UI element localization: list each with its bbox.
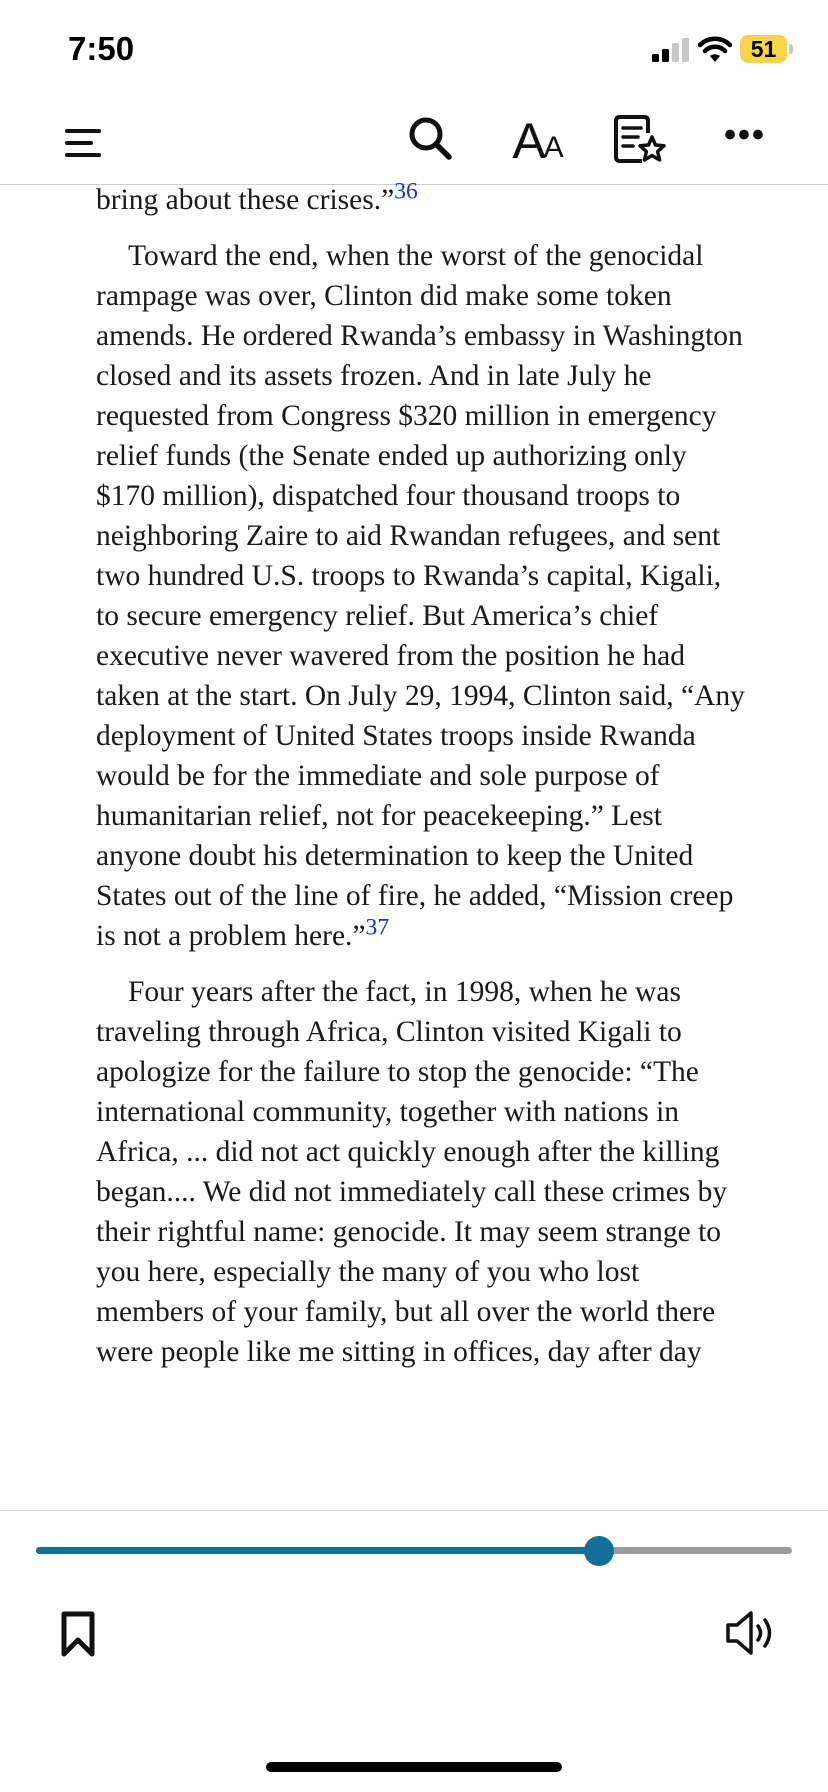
paragraph-text: bring about these crises.” — [96, 184, 395, 216]
home-indicator — [266, 1762, 562, 1772]
reading-progress-slider[interactable] — [36, 1536, 792, 1566]
paragraph-text: Toward the end, when the worst of the genocidal rampage was over, Clinton did make some token amends. He ordered Rwanda’s embassy in Washington closed and its assets frozen. And in late July he requested from Congress $320 million in emergency relief funds (the Senate ended up authorizing only $170 million), dispatched four thousand troops to neighboring Zaire to aid Rwandan refugees, and sent two hundred U.S. troops to Rwanda’s capital, Kigali, to secure emergency relief. But America’s chief executive never wavered from the position he had taken at the start. On July 29, 1994, Clinton said, “Any deployment of United States troops inside Rwanda would be for the immediate and sole purpose of humanitarian relief, not for peacekeeping.” Lest anyone doubt his determination to keep the United States out of the line of fire, he added, “Mission creep is not a problem here.” — [96, 240, 745, 952]
book-page — [96, 180, 746, 1510]
footnote-link[interactable]: 36 — [394, 180, 418, 205]
notes-star-icon[interactable] — [610, 112, 670, 168]
font-size-small-letter: A — [543, 131, 564, 164]
search-icon[interactable] — [404, 112, 456, 164]
menu-icon[interactable] — [60, 120, 106, 166]
paragraph-fragment — [96, 180, 746, 220]
cellular-signal-icon — [652, 38, 692, 62]
progress-thumb[interactable] — [584, 1536, 614, 1566]
wifi-icon — [697, 36, 733, 64]
speaker-icon[interactable] — [724, 1608, 778, 1658]
reader-toolbar — [0, 100, 828, 185]
progress-fill — [36, 1547, 599, 1554]
more-options-icon[interactable]: ••• — [724, 115, 766, 154]
paragraph — [96, 972, 746, 1372]
font-size-icon[interactable] — [506, 112, 570, 170]
bookmark-icon[interactable] — [58, 1610, 98, 1658]
battery-indicator: 51 — [740, 35, 787, 63]
paragraph-text: Four years after the fact, in 1998, when he was traveling through Africa, Clinton visited Kigali to apologize for the failure to stop the genocide: “The international community, together with nations in Africa, ... did not act quickly enough after the killing began.... We did not immediately call these crimes by their rightful name: genocide. It may seem strange to you here, especially the many of you who lost members of your family, but all over the world there were people like me sitting in offices, day after day — [96, 976, 728, 1368]
divider — [0, 1510, 828, 1511]
status-time: 7:50 — [68, 30, 135, 67]
status-bar — [0, 0, 828, 100]
font-size-large-letter: A — [512, 113, 546, 169]
footnote-link[interactable]: 37 — [365, 914, 390, 941]
battery-nub — [789, 44, 793, 54]
paragraph — [96, 236, 746, 956]
